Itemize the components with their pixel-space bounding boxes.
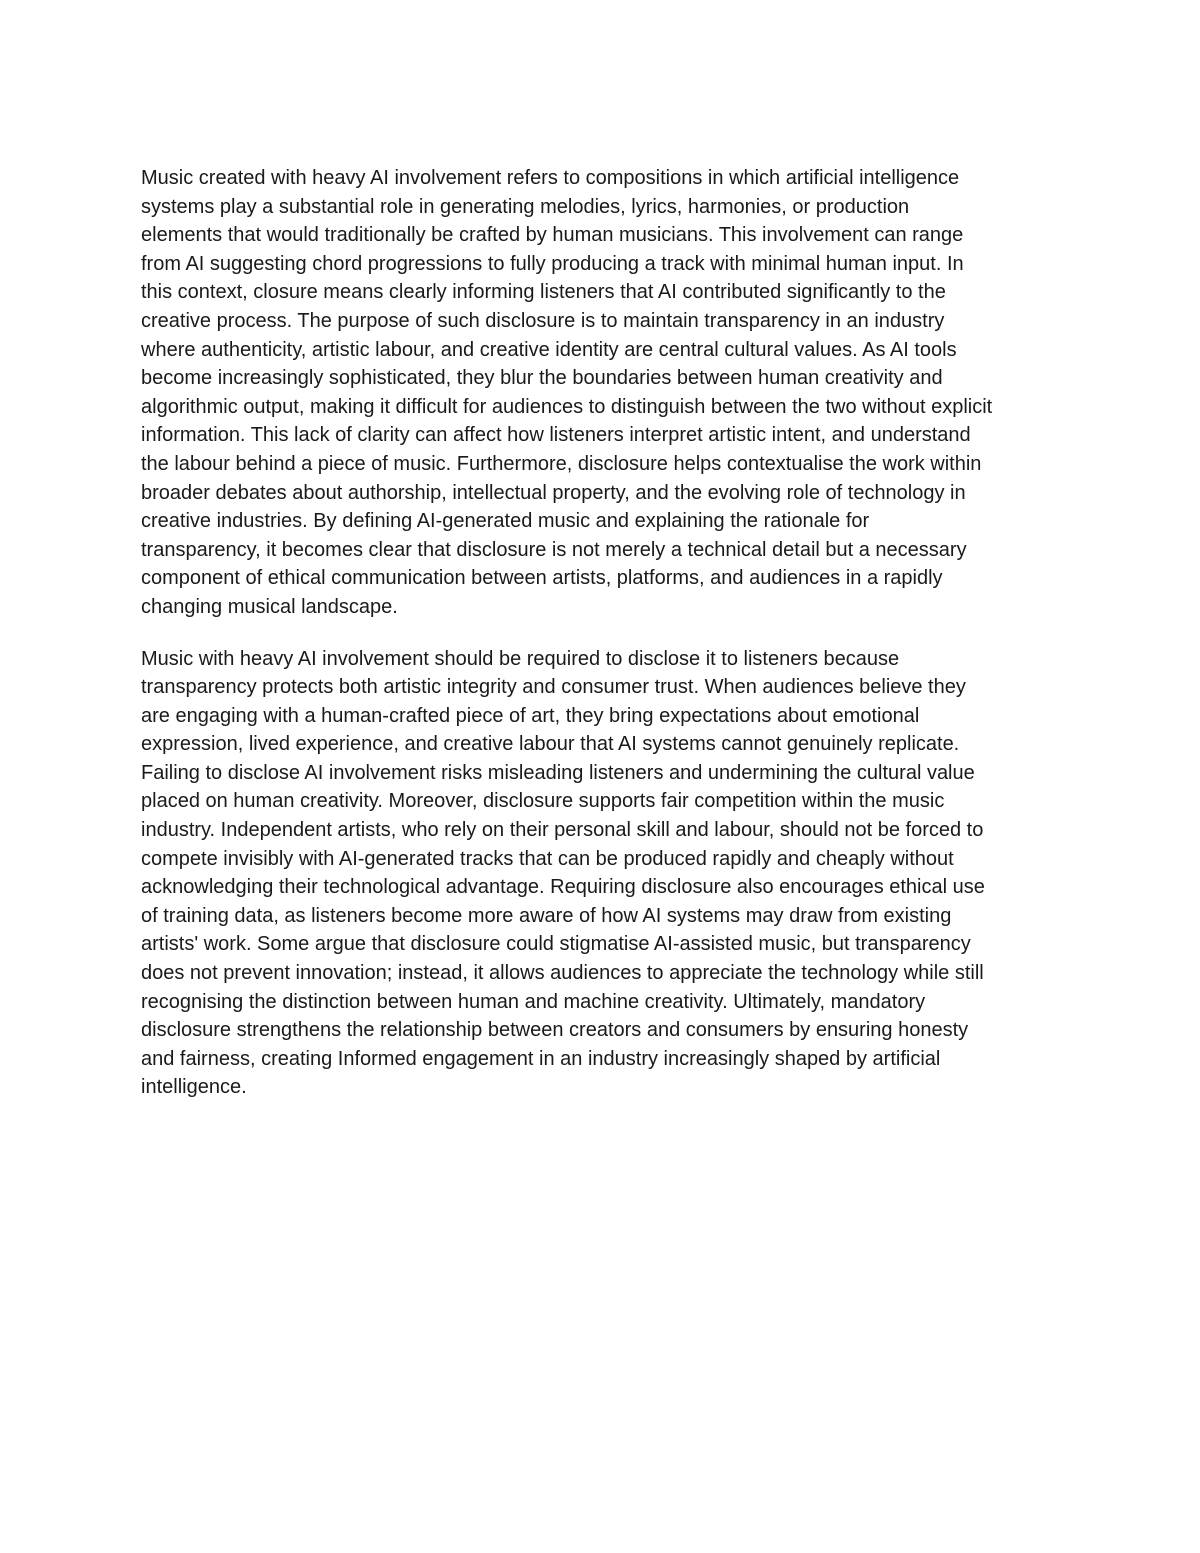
text-line: transparency, it becomes clear that disclosure is not merely a technical detail but a necessary (141, 538, 967, 561)
text-line: this context, closure means clearly informing listeners that AI contributed significantly to the (141, 281, 946, 304)
text-line: intelligence. (141, 1076, 247, 1099)
text-line: and fairness, creating Informed engagement in an industry increasingly shaped by artificial (141, 1047, 941, 1070)
text-line: algorithmic output, making it difficult for audiences to distinguish between the two without explicit (141, 395, 993, 418)
text-line: component of ethical communication between artists, platforms, and audiences in a rapidly (141, 567, 943, 590)
text-line: become increasingly sophisticated, they blur the boundaries between human creativity and (141, 367, 943, 390)
text-line: compete invisibly with AI-generated tracks that can be produced rapidly and cheaply without (141, 847, 954, 870)
text-line: transparency protects both artistic integrity and consumer trust. When audiences believe they (141, 676, 966, 699)
text-line: the labour behind a piece of music. Furthermore, disclosure helps contextualise the work within (141, 452, 982, 475)
text-line: where authenticity, artistic labour, and creative identity are central cultural values. As AI tools (141, 338, 957, 361)
document-body (141, 164, 1071, 1125)
text-line: changing musical landscape. (141, 595, 398, 618)
text-line: from AI suggesting chord progressions to fully producing a track with minimal human input. In (141, 252, 964, 275)
text-line: artists' work. Some argue that disclosure could stigmatise AI-assisted music, but transparency (141, 933, 971, 956)
text-line: of training data, as listeners become more aware of how AI systems may draw from existing (141, 904, 952, 927)
text-line: creative industries. By defining AI-generated music and explaining the rationale for (141, 510, 870, 533)
text-line: does not prevent innovation; instead, it allows audiences to appreciate the technology while still (141, 962, 984, 985)
paragraph (141, 164, 1071, 622)
text-line: creative process. The purpose of such disclosure is to maintain transparency in an industry (141, 309, 945, 332)
text-line: expression, lived experience, and creative labour that AI systems cannot genuinely replicate. (141, 733, 960, 756)
text-line: placed on human creativity. Moreover, disclosure supports fair competition within the music (141, 790, 945, 813)
text-line: industry. Independent artists, who rely on their personal skill and labour, should not be forced to (141, 819, 984, 842)
text-line: elements that would traditionally be crafted by human musicians. This involvement can range (141, 224, 964, 247)
text-line: Music created with heavy AI involvement refers to compositions in which artificial intelligence (141, 167, 960, 189)
text-line: acknowledging their technological advantage. Requiring disclosure also encourages ethical use (141, 876, 985, 899)
text-line: Music with heavy AI involvement should be required to disclose it to listeners because (141, 647, 900, 670)
text-line: information. This lack of clarity can affect how listeners interpret artistic intent, and understand (141, 424, 971, 447)
text-line: broader debates about authorship, intellectual property, and the evolving role of technology in (141, 481, 966, 504)
text-line: disclosure strengthens the relationship between creators and consumers by ensuring honesty (141, 1019, 969, 1042)
paragraph (141, 645, 1071, 1103)
text-line: recognising the distinction between human and machine creativity. Ultimately, mandatory (141, 990, 926, 1013)
text-line: systems play a substantial role in generating melodies, lyrics, harmonies, or production (141, 195, 910, 218)
text-line: Failing to disclose AI involvement risks misleading listeners and undermining the cultural value (141, 761, 975, 784)
text-line: are engaging with a human-crafted piece of art, they bring expectations about emotional (141, 704, 920, 727)
